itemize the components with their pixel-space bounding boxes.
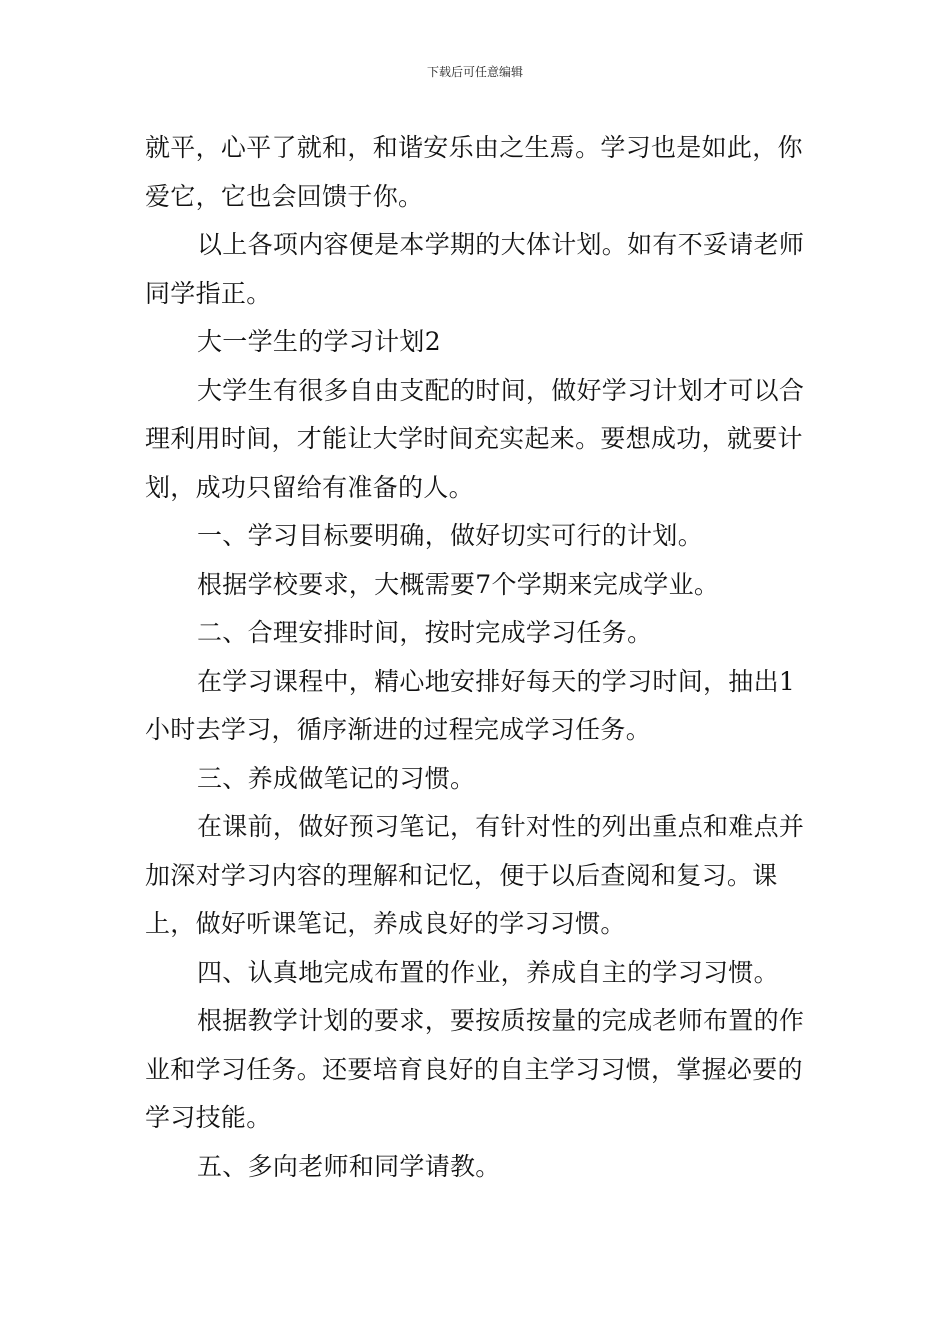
heading-5: 五、多向老师和同学请教。: [197, 1151, 501, 1181]
paragraph-heading-3-body: 在课前，做好预习笔记，有针对性的列出重点和难点并加深对学习内容的理解和记忆，便于以后查阅和复习。课上，做好听课笔记，养成良好的学习习惯。: [145, 812, 805, 938]
paragraph-heading-4-body: 根据教学计划的要求，要按质按量的完成老师布置的作业和学习任务。还要培育良好的自主学习习惯，掌握必要的学习技能。: [145, 1006, 805, 1132]
paragraph-intro: 大学生有很多自由支配的时间，做好学习计划才可以合理利用时间，才能让大学时间充实起来。要想成功，就要计划，成功只留给有准备的人。: [145, 375, 805, 502]
document-body: [145, 124, 810, 1191]
section-title: 大一学生的学习计划2: [197, 327, 441, 356]
heading-3: 三、养成做笔记的习惯。: [197, 763, 476, 793]
heading-1: 一、学习目标要明确，做好切实可行的计划。: [197, 521, 704, 550]
paragraph-heading-2-body: 在学习课程中，精心地安排好每天的学习时间，抽出1小时去学习，循序渐进的过程完成学习任务。: [145, 666, 796, 744]
page-header: 下载后可任意编辑: [426, 65, 523, 79]
paragraph-2: 以上各项内容便是本学期的大体计划。如有不妥请老师同学指正。: [145, 230, 805, 308]
heading-2: 二、合理安排时间，按时完成学习任务。: [197, 618, 653, 647]
heading-4: 四、认真地完成布置的作业，养成自主的学习习惯。: [197, 957, 779, 987]
paragraph-heading-1-body: 根据学校要求，大概需要7个学期来完成学业。: [197, 569, 720, 599]
paragraph-1: 就平，心平了就和，和谐安乐由之生焉。学习也是如此，你爱它，它也会回馈于你。: [145, 133, 803, 211]
